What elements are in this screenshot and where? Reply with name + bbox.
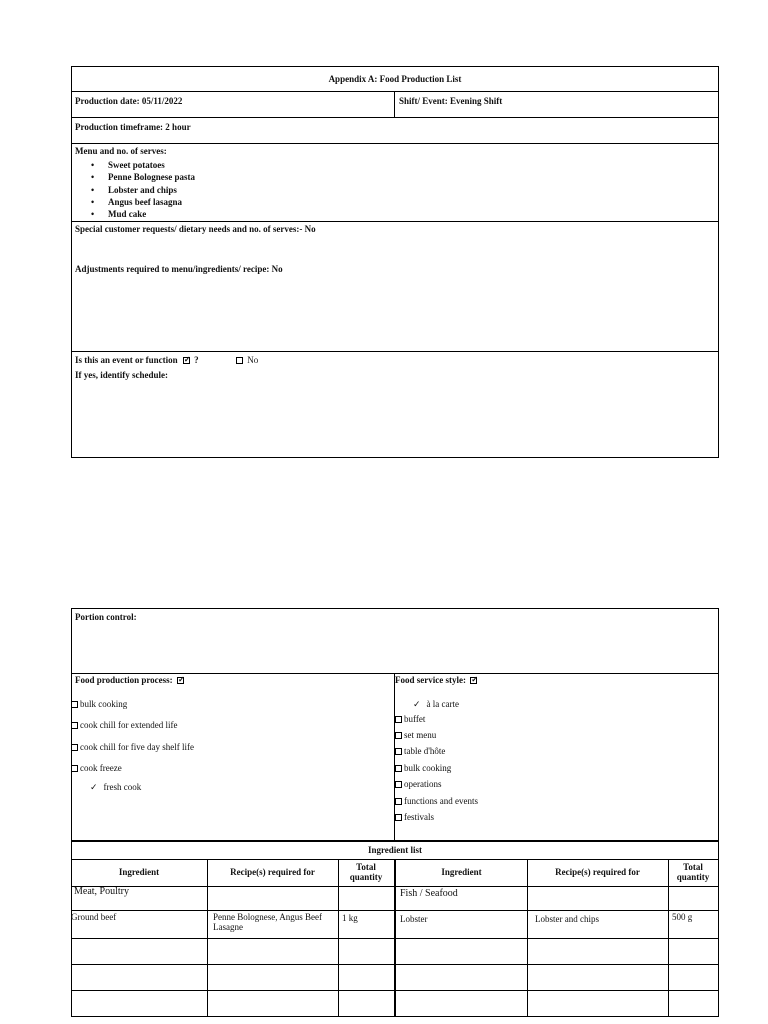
option-label: cook chill for extended life — [80, 720, 178, 730]
checkbox-icon[interactable] — [71, 765, 78, 772]
option-label: festivals — [404, 812, 434, 822]
column-divider — [668, 859, 669, 1017]
menu-item: • Angus beef lasagna — [91, 196, 195, 208]
checkbox-icon[interactable] — [395, 732, 402, 739]
event-no-option — [236, 355, 258, 366]
menu-item: • Penne Bolognese pasta — [91, 171, 195, 183]
schedule-label: If yes, identify schedule: — [75, 370, 168, 380]
header-ingredient-left: Ingredient — [118, 867, 160, 877]
cell-left-qty: 1 kg — [342, 913, 358, 923]
checkbox-icon[interactable] — [71, 722, 78, 729]
row-divider — [71, 143, 719, 144]
form-title: Appendix A: Food Production List — [328, 74, 462, 84]
option-label: table d'hôte — [404, 746, 446, 756]
checkbox-icon[interactable] — [395, 748, 402, 755]
option-bulk-cooking-service[interactable] — [395, 763, 451, 774]
menu-item: • Lobster and chips — [91, 184, 195, 196]
event-yes-checkbox[interactable] — [183, 357, 190, 364]
option-label: bulk cooking — [404, 763, 452, 773]
menu-label: Menu and no. of serves: — [75, 146, 167, 156]
checkbox-icon[interactable] — [395, 716, 402, 723]
option-label: set menu — [404, 730, 437, 740]
cell-right-recipe: Lobster and chips — [535, 914, 599, 924]
option-bulk-cooking[interactable] — [71, 699, 127, 710]
column-divider — [394, 859, 396, 1017]
option-label: cook chill for five day shelf life — [80, 742, 194, 752]
production-timeframe: Production timeframe: 2 hour — [75, 122, 191, 132]
checkbox-icon[interactable] — [395, 765, 402, 772]
cell-left-recipe: Penne Bolognese, Angus Beef Lasagne — [213, 912, 322, 932]
row-divider — [71, 117, 719, 118]
option-functions-events[interactable] — [395, 796, 478, 807]
production-process-checkbox[interactable] — [177, 677, 184, 684]
option-label: à la carte — [426, 699, 460, 709]
shift-event: Shift/ Event: Evening Shift — [399, 96, 503, 106]
row-divider — [71, 673, 719, 674]
header-total-left: Total quantity — [349, 862, 383, 882]
checkmark-icon: ✓ — [90, 782, 98, 792]
cell-right-qty: 500 g — [672, 912, 693, 922]
service-style-text: Food service style: — [395, 675, 466, 685]
checkbox-icon[interactable] — [71, 701, 78, 708]
option-set-menu[interactable] — [395, 730, 436, 741]
adjustments: Adjustments required to menu/ingredients/ recipe: No — [75, 264, 283, 274]
option-table-dhote[interactable] — [395, 746, 445, 757]
option-label: operations — [404, 779, 442, 789]
option-buffet[interactable] — [395, 714, 425, 725]
cell-left-ingredient: Ground beef — [71, 912, 117, 922]
production-date: Production date: 05/11/2022 — [75, 96, 183, 106]
option-fresh-cook[interactable] — [90, 782, 141, 793]
header-recipes-right: Recipe(s) required for — [555, 867, 640, 877]
checkbox-icon[interactable] — [71, 744, 78, 751]
row-divider — [71, 91, 719, 92]
cell-right-ingredient: Lobster — [400, 914, 428, 924]
header-recipes-left: Recipe(s) required for — [230, 867, 315, 877]
service-style-label — [395, 675, 479, 686]
option-a-la-carte[interactable] — [413, 699, 459, 710]
menu-item: • Sweet potatoes — [91, 159, 195, 171]
checkbox-icon[interactable] — [395, 798, 402, 805]
option-label: cook freeze — [80, 763, 122, 773]
event-no-label: No — [247, 355, 259, 365]
header-ingredient-right: Ingredient — [441, 867, 482, 877]
menu-list — [91, 159, 195, 220]
option-cook-freeze[interactable] — [71, 763, 122, 774]
event-question-suffix: ? — [194, 355, 199, 365]
production-process-text: Food production process: — [75, 675, 173, 685]
event-no-checkbox[interactable] — [236, 357, 243, 364]
row-divider — [71, 221, 719, 222]
special-requests: Special customer requests/ dietary needs and no. of serves:- No — [75, 224, 316, 234]
row-divider — [71, 840, 719, 842]
column-divider — [338, 859, 339, 1017]
portion-control-label: Portion control: — [75, 612, 137, 622]
header-total-right: Total quantity — [676, 862, 710, 882]
option-label: functions and events — [404, 796, 478, 806]
ingredient-list-title: Ingredient list — [367, 845, 423, 855]
category-meat-poultry: Meat, Poultry — [74, 886, 129, 897]
checkmark-icon: ✓ — [413, 699, 421, 709]
column-divider — [207, 859, 208, 1017]
production-process-label — [75, 675, 186, 686]
event-question-text: Is this an event or function — [75, 355, 178, 365]
service-style-checkbox[interactable] — [470, 677, 477, 684]
category-fish-seafood: Fish / Seafood — [400, 888, 458, 899]
column-divider — [527, 859, 528, 1017]
event-question — [75, 355, 199, 366]
option-operations[interactable] — [395, 779, 442, 790]
checkbox-icon[interactable] — [395, 814, 402, 821]
option-label: bulk cooking — [80, 699, 128, 709]
option-cook-chill-five-day[interactable] — [71, 742, 194, 753]
option-label: buffet — [404, 714, 426, 724]
checkbox-icon[interactable] — [395, 781, 402, 788]
row-divider — [71, 351, 719, 352]
option-cook-chill-extended[interactable] — [71, 720, 177, 731]
option-festivals[interactable] — [395, 812, 434, 823]
option-label: fresh cook — [103, 782, 142, 792]
column-divider — [394, 91, 395, 117]
menu-item: • Mud cake — [91, 208, 195, 220]
